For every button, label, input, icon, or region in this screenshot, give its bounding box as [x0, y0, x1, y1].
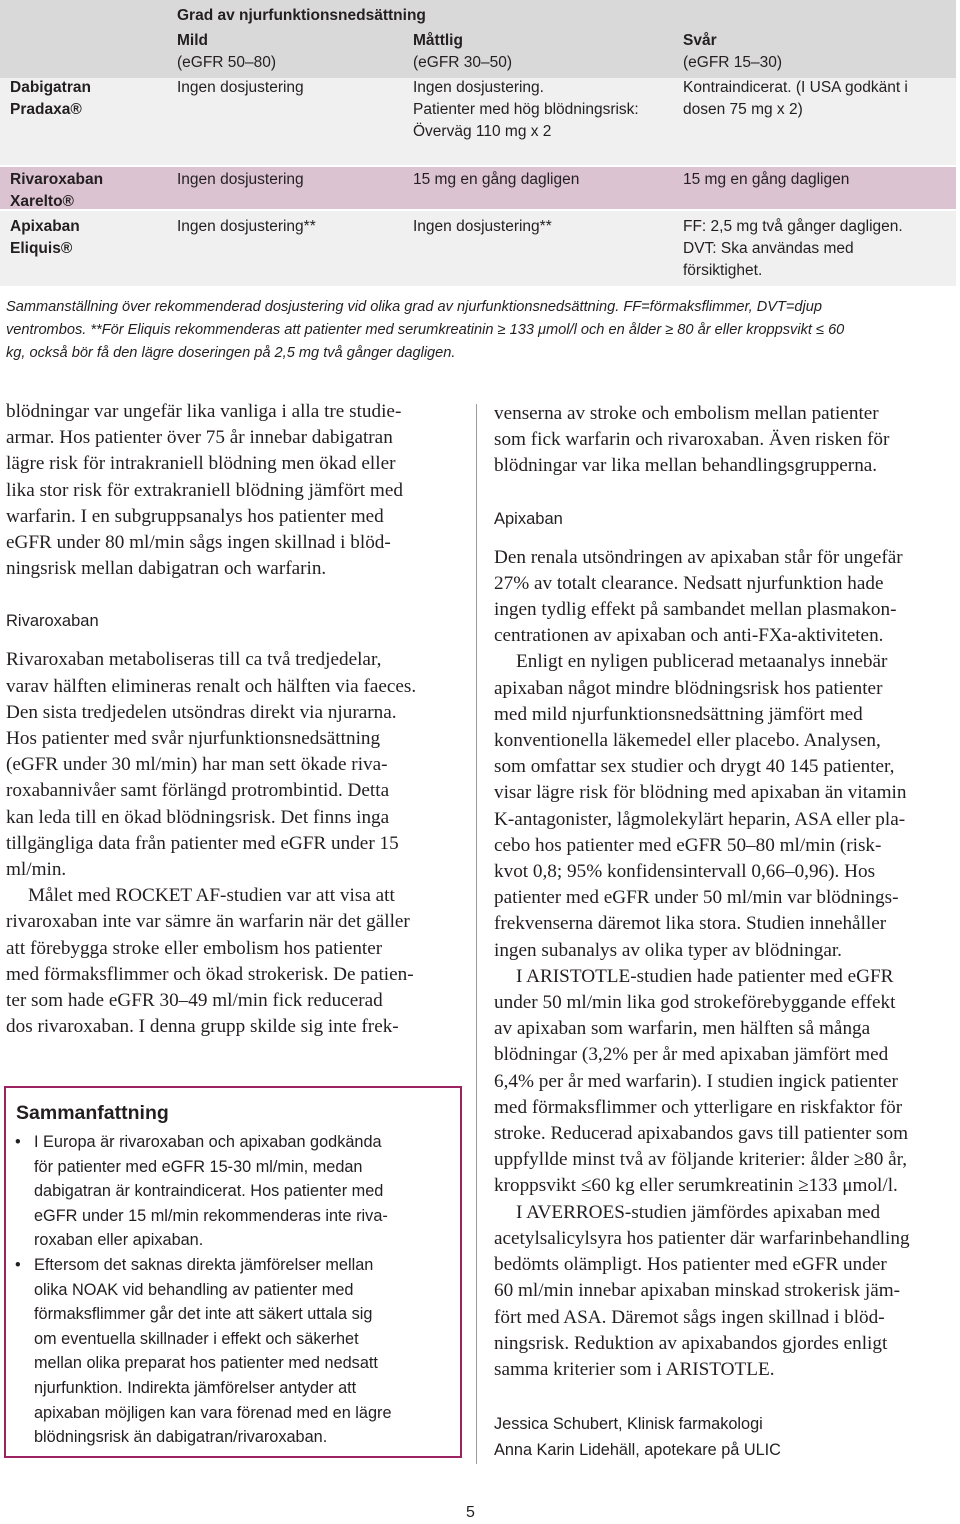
- cell-dabigatran-moderate: Ingen dosjustering. Patienter med hög blödningsrisk: Överväg 110 mg x 2: [413, 79, 639, 140]
- paragraph: blödningar var ungefär lika vanliga i alla tre studie- armar. Hos patienter över 75 år innebar dabigatran lägre risk för intrakraniell blödning men ökad eller lika stor risk för extrakraniell blödning jämfört med warfarin. I en subgruppsanalys hos patienter med eGFR under 80 ml/min sågs ingen skillnad i blöd- ningsrisk mellan dabigatran och warfarin.: [6, 401, 403, 580]
- bullet-icon: •: [15, 1133, 21, 1151]
- cell-rivaroxaban-mild: Ingen dosjustering: [177, 171, 304, 188]
- row-divider: [0, 209, 956, 211]
- column-header-moderate: Måttlig (eGFR 30–50): [413, 32, 513, 71]
- summary-title: Sammanfattning: [16, 1102, 169, 1124]
- cell-dabigatran-severe: Kontraindicerat. (I USA godkänt i dosen 75 mg x 2): [683, 79, 908, 118]
- table-header-title: Grad av njurfunktionsnedsättning: [177, 7, 426, 24]
- drug-name-rivaroxaban: Rivaroxaban Xarelto®: [10, 171, 104, 210]
- list-item: • I Europa är rivaroxaban och apixaban godkända för patienter med eGFR 15-30 ml/min, medan dabigatran är kontraindicerat. Hos patienter med eGFR under 15 ml/min rekommenderas inte riva- roxaban eller apixaban.: [14, 1130, 454, 1253]
- column-header-mild: Mild (eGFR 50–80): [177, 32, 277, 71]
- right-column: [494, 401, 956, 1383]
- author-signature: Jessica Schubert, Klinisk farmakologi Anna Karin Lidehäll, apotekare på ULIC: [494, 1415, 781, 1459]
- list-item: • Eftersom det saknas direkta jämförelser mellan olika NOAK vid behandling av patienter med förmaksflimmer går det inte att säkert uttala sig om eventuella skillnader i effekt och säkerhet mellan olika preparat hos patienter med nedsatt njurfunktion. Indirekta jämförelser antyder att apixaban möjligen kan vara förenad med en lägre blödningsrisk än dabigatran/rivaroxaban.: [14, 1253, 454, 1450]
- cell-rivaroxaban-moderate: 15 mg en gång dagligen: [413, 171, 580, 188]
- paragraph: venserna av stroke och embolism mellan patienter som fick warfarin och rivaroxaban. Även risken för blödningar var lika mellan behandlingsgrupperna.: [494, 403, 890, 477]
- cell-dabigatran-mild: Ingen dosjustering: [177, 79, 304, 96]
- column-divider: [476, 404, 477, 1464]
- section-heading-apixaban: Apixaban: [494, 509, 563, 528]
- bullet-icon: •: [15, 1255, 21, 1274]
- section-heading-rivaroxaban: Rivaroxaban: [6, 612, 99, 631]
- table-caption: Sammanställning över rekommenderad dosjustering vid olika grad av njurfunktionsnedsättning. FF=förmaksflimmer, DVT=djup ventrombos. **För Eliquis rekommenderas att patienter med serumkreatinin ≥ 133 μmol/l och en ålder ≥ 80 år eller kroppsvikt ≤ 60 kg, också bör få den lägre doseringen på 2,5 mg två gånger dagligen.: [6, 299, 845, 361]
- paragraph: Målet med ROCKET AF-studien var att visa att rivaroxaban inte var sämre än warfarin när det gäller att förebygga stroke eller embolism hos patienter med förmaksflimmer och ökad strokerisk. De patien- ter som hade eGFR 30–49 ml/min fick reducerad dos rivaroxaban. I denna grupp skilde sig inte frek-: [6, 885, 414, 1038]
- row-divider: [0, 165, 956, 167]
- cell-rivaroxaban-severe: 15 mg en gång dagligen: [683, 171, 850, 188]
- cell-apixaban-mild: Ingen dosjustering**: [177, 218, 316, 235]
- page-number: 5: [466, 1504, 475, 1521]
- paragraph: I ARISTOTLE-studien hade patienter med eGFR under 50 ml/min lika god strokeförebyggande effekt av apixaban som warfarin, men hälften så många blödningar (3,2% per år med apixaban jämfört med 6,4% per år med warfarin). I studien ingick patienter med förmaksflimmer och ytterligare en riskfaktor för stroke. Reducerad apixabandos gavs till patienter som uppfyllde minst två av följande kriterier: ålder ≥80 år, kroppsvikt ≤60 kg eller serumkreatinin ≥133 μmol/l.: [494, 965, 909, 1197]
- cell-apixaban-moderate: Ingen dosjustering**: [413, 218, 552, 235]
- column-header-severe: Svår (eGFR 15–30): [683, 32, 783, 71]
- drug-name-dabigatran: Dabigatran Pradaxa®: [10, 79, 91, 118]
- summary-list: [14, 1130, 454, 1450]
- paragraph: I AVERROES-studien jämfördes apixaban med acetylsalicylsyra hos patienter där warfarinbehandling bedömts olämpligt. Hos patienter med eGFR under 60 ml/min innebar apixaban minskad strokerisk jäm- fört med ASA. Däremot sågs ingen skillnad i blöd- ningsrisk. Reduktion av apixabandos gjordes enligt samma kriterier som i ARISTOTLE.: [494, 1201, 910, 1380]
- left-column: [6, 399, 458, 1040]
- summary-box: [4, 1086, 462, 1458]
- paragraph: Enligt en nyligen publicerad metaanalys innebär apixaban något mindre blödningsrisk hos patienter med mild njurfunktionsnedsättning jämfört med konventionella läkemedel eller placebo. Analysen, som omfattar sex studier och drygt 40 145 patienter, visar lägre risk för blödning med apixaban än vitamin K-antagonister, lågmolekylärt heparin, ASA eller pla- cebo hos patienter med eGFR 50–80 ml/min (risk- kvot 0,8; 95% konfidensintervall 0,66–0,96). Hos patienter med eGFR under 50 ml/min var blödnings- frekvenserna däremot lika stora. Studien innehåller ingen subanalys av olika typer av blödningar.: [494, 651, 907, 961]
- paragraph: Den renala utsöndringen av apixaban står för ungefär 27% av totalt clearance. Nedsatt njurfunktion hade ingen tydlig effekt på sambandet mellan plasmakon- centrationen av apixaban och anti-FXa-aktiviteten.: [494, 546, 903, 647]
- drug-name-apixaban: Apixaban Eliquis®: [10, 218, 80, 257]
- cell-apixaban-severe: FF: 2,5 mg två gånger dagligen. DVT: Ska användas med försiktighet.: [683, 218, 903, 279]
- paragraph: Rivaroxaban metaboliseras till ca två tredjedelar, varav hälften elimineras renalt och hälften via faeces. Den sista tredjedelen utsöndras direkt via njurarna. Hos patienter med svår njurfunktionsnedsättning (eGFR under 30 ml/min) har man sett ökade riva- roxabannivåer samt förlängd protrombintid. Detta kan leda till en ökad blödningsrisk. Det finns inga tillgängliga data från patienter med eGFR under 15 ml/min.: [6, 649, 417, 881]
